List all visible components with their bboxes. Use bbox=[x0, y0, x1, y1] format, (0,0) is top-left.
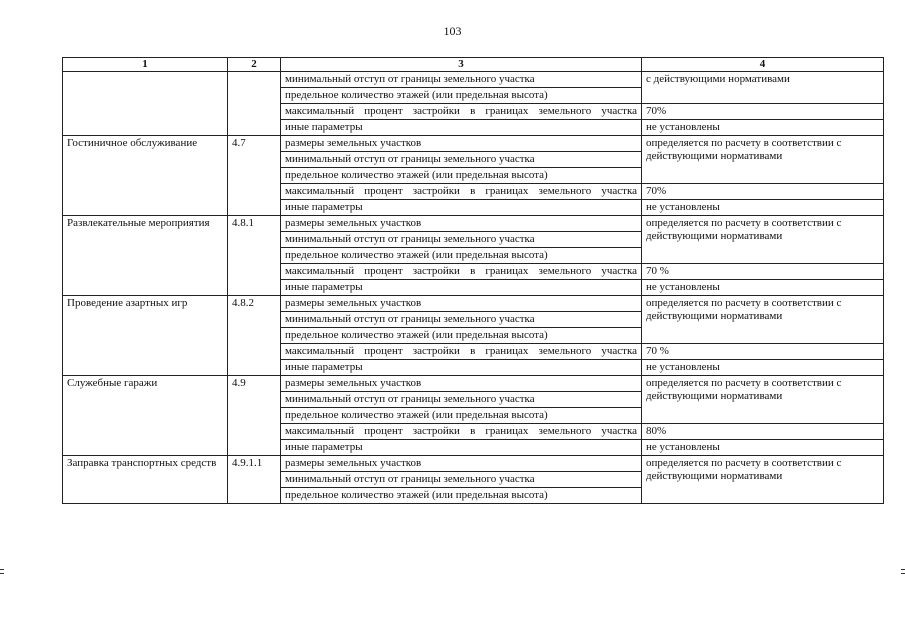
parameter-cell: предельное количество этажей (или предельная высота) bbox=[281, 328, 642, 344]
parameter-cell: максимальный процент застройки в границах земельного участка bbox=[281, 344, 642, 360]
parameter-cell: иные параметры bbox=[281, 120, 642, 136]
parameter-value-cell: 70% bbox=[642, 184, 884, 200]
edge-mark-left bbox=[0, 569, 4, 570]
parameter-cell: предельное количество этажей (или предельная высота) bbox=[281, 248, 642, 264]
parameter-value-cell: с действующими нормативами bbox=[642, 72, 884, 104]
land-use-code-cell: 4.9.1.1 bbox=[228, 456, 281, 504]
land-use-code-cell: 4.8.2 bbox=[228, 296, 281, 376]
edge-mark-right bbox=[901, 569, 905, 570]
parameter-cell: иные параметры bbox=[281, 440, 642, 456]
land-use-code-cell: 4.8.1 bbox=[228, 216, 281, 296]
parameter-cell: минимальный отступ от границы земельного участка bbox=[281, 72, 642, 88]
parameter-cell: минимальный отступ от границы земельного участка bbox=[281, 312, 642, 328]
table-row bbox=[63, 72, 884, 88]
parameter-cell: размеры земельных участков bbox=[281, 456, 642, 472]
page-number: 103 bbox=[443, 24, 462, 38]
land-use-code-cell: 4.7 bbox=[228, 136, 281, 216]
parameter-value-cell: не установлены bbox=[642, 440, 884, 456]
parameter-cell: размеры земельных участков bbox=[281, 296, 642, 312]
land-use-type-cell: Служебные гаражи bbox=[63, 376, 228, 456]
column-header: 3 bbox=[281, 58, 642, 72]
parameter-cell: иные параметры bbox=[281, 280, 642, 296]
land-use-code-cell bbox=[228, 72, 281, 136]
land-use-type-cell: Гостиничное обслуживание bbox=[63, 136, 228, 216]
parameter-cell: максимальный процент застройки в границах земельного участка bbox=[281, 424, 642, 440]
parameter-cell: максимальный процент застройки в границах земельного участка bbox=[281, 264, 642, 280]
parameter-cell: предельное количество этажей (или предельная высота) bbox=[281, 408, 642, 424]
header-row bbox=[63, 58, 884, 72]
parameter-value-cell: не установлены bbox=[642, 280, 884, 296]
parameter-cell: предельное количество этажей (или предельная высота) bbox=[281, 488, 642, 504]
parameter-value-cell: 70 % bbox=[642, 344, 884, 360]
parameter-cell: минимальный отступ от границы земельного участка bbox=[281, 392, 642, 408]
parameter-cell: размеры земельных участков bbox=[281, 376, 642, 392]
parameter-cell: размеры земельных участков bbox=[281, 216, 642, 232]
land-use-type-cell: Проведение азартных игр bbox=[63, 296, 228, 376]
land-use-parameters-table bbox=[62, 57, 884, 504]
parameter-value-cell: определяется по расчету в соответствии с действующими нормативами bbox=[642, 136, 884, 184]
table-row bbox=[63, 136, 884, 152]
parameter-cell: максимальный процент застройки в границах земельного участка bbox=[281, 104, 642, 120]
edge-mark-left bbox=[0, 573, 4, 574]
table-row bbox=[63, 296, 884, 312]
parameter-value-cell: не установлены bbox=[642, 360, 884, 376]
land-use-type-cell: Заправка транспортных средств bbox=[63, 456, 228, 504]
parameter-value-cell: 80% bbox=[642, 424, 884, 440]
parameter-cell: предельное количество этажей (или предельная высота) bbox=[281, 168, 642, 184]
parameter-cell: минимальный отступ от границы земельного участка bbox=[281, 232, 642, 248]
parameter-cell: размеры земельных участков bbox=[281, 136, 642, 152]
parameter-cell: максимальный процент застройки в границах земельного участка bbox=[281, 184, 642, 200]
parameter-value-cell: не установлены bbox=[642, 120, 884, 136]
parameter-value-cell: 70 % bbox=[642, 264, 884, 280]
column-header: 2 bbox=[228, 58, 281, 72]
parameter-value-cell: 70% bbox=[642, 104, 884, 120]
table-row bbox=[63, 376, 884, 392]
parameter-value-cell: не установлены bbox=[642, 200, 884, 216]
column-header: 1 bbox=[63, 58, 228, 72]
parameter-cell: минимальный отступ от границы земельного участка bbox=[281, 472, 642, 488]
table-body bbox=[63, 72, 884, 504]
land-use-type-cell bbox=[63, 72, 228, 136]
parameter-value-cell: определяется по расчету в соответствии с действующими нормативами bbox=[642, 296, 884, 344]
edge-mark-right bbox=[901, 573, 905, 574]
parameter-cell: иные параметры bbox=[281, 200, 642, 216]
table-row bbox=[63, 456, 884, 472]
parameter-cell: иные параметры bbox=[281, 360, 642, 376]
parameter-value-cell: определяется по расчету в соответствии с действующими нормативами bbox=[642, 216, 884, 264]
column-header: 4 bbox=[642, 58, 884, 72]
parameter-cell: предельное количество этажей (или предельная высота) bbox=[281, 88, 642, 104]
parameter-value-cell: определяется по расчету в соответствии с действующими нормативами bbox=[642, 456, 884, 504]
parameter-value-cell: определяется по расчету в соответствии с действующими нормативами bbox=[642, 376, 884, 424]
land-use-code-cell: 4.9 bbox=[228, 376, 281, 456]
table-row bbox=[63, 216, 884, 232]
parameter-cell: минимальный отступ от границы земельного участка bbox=[281, 152, 642, 168]
land-use-type-cell: Развлекательные мероприятия bbox=[63, 216, 228, 296]
